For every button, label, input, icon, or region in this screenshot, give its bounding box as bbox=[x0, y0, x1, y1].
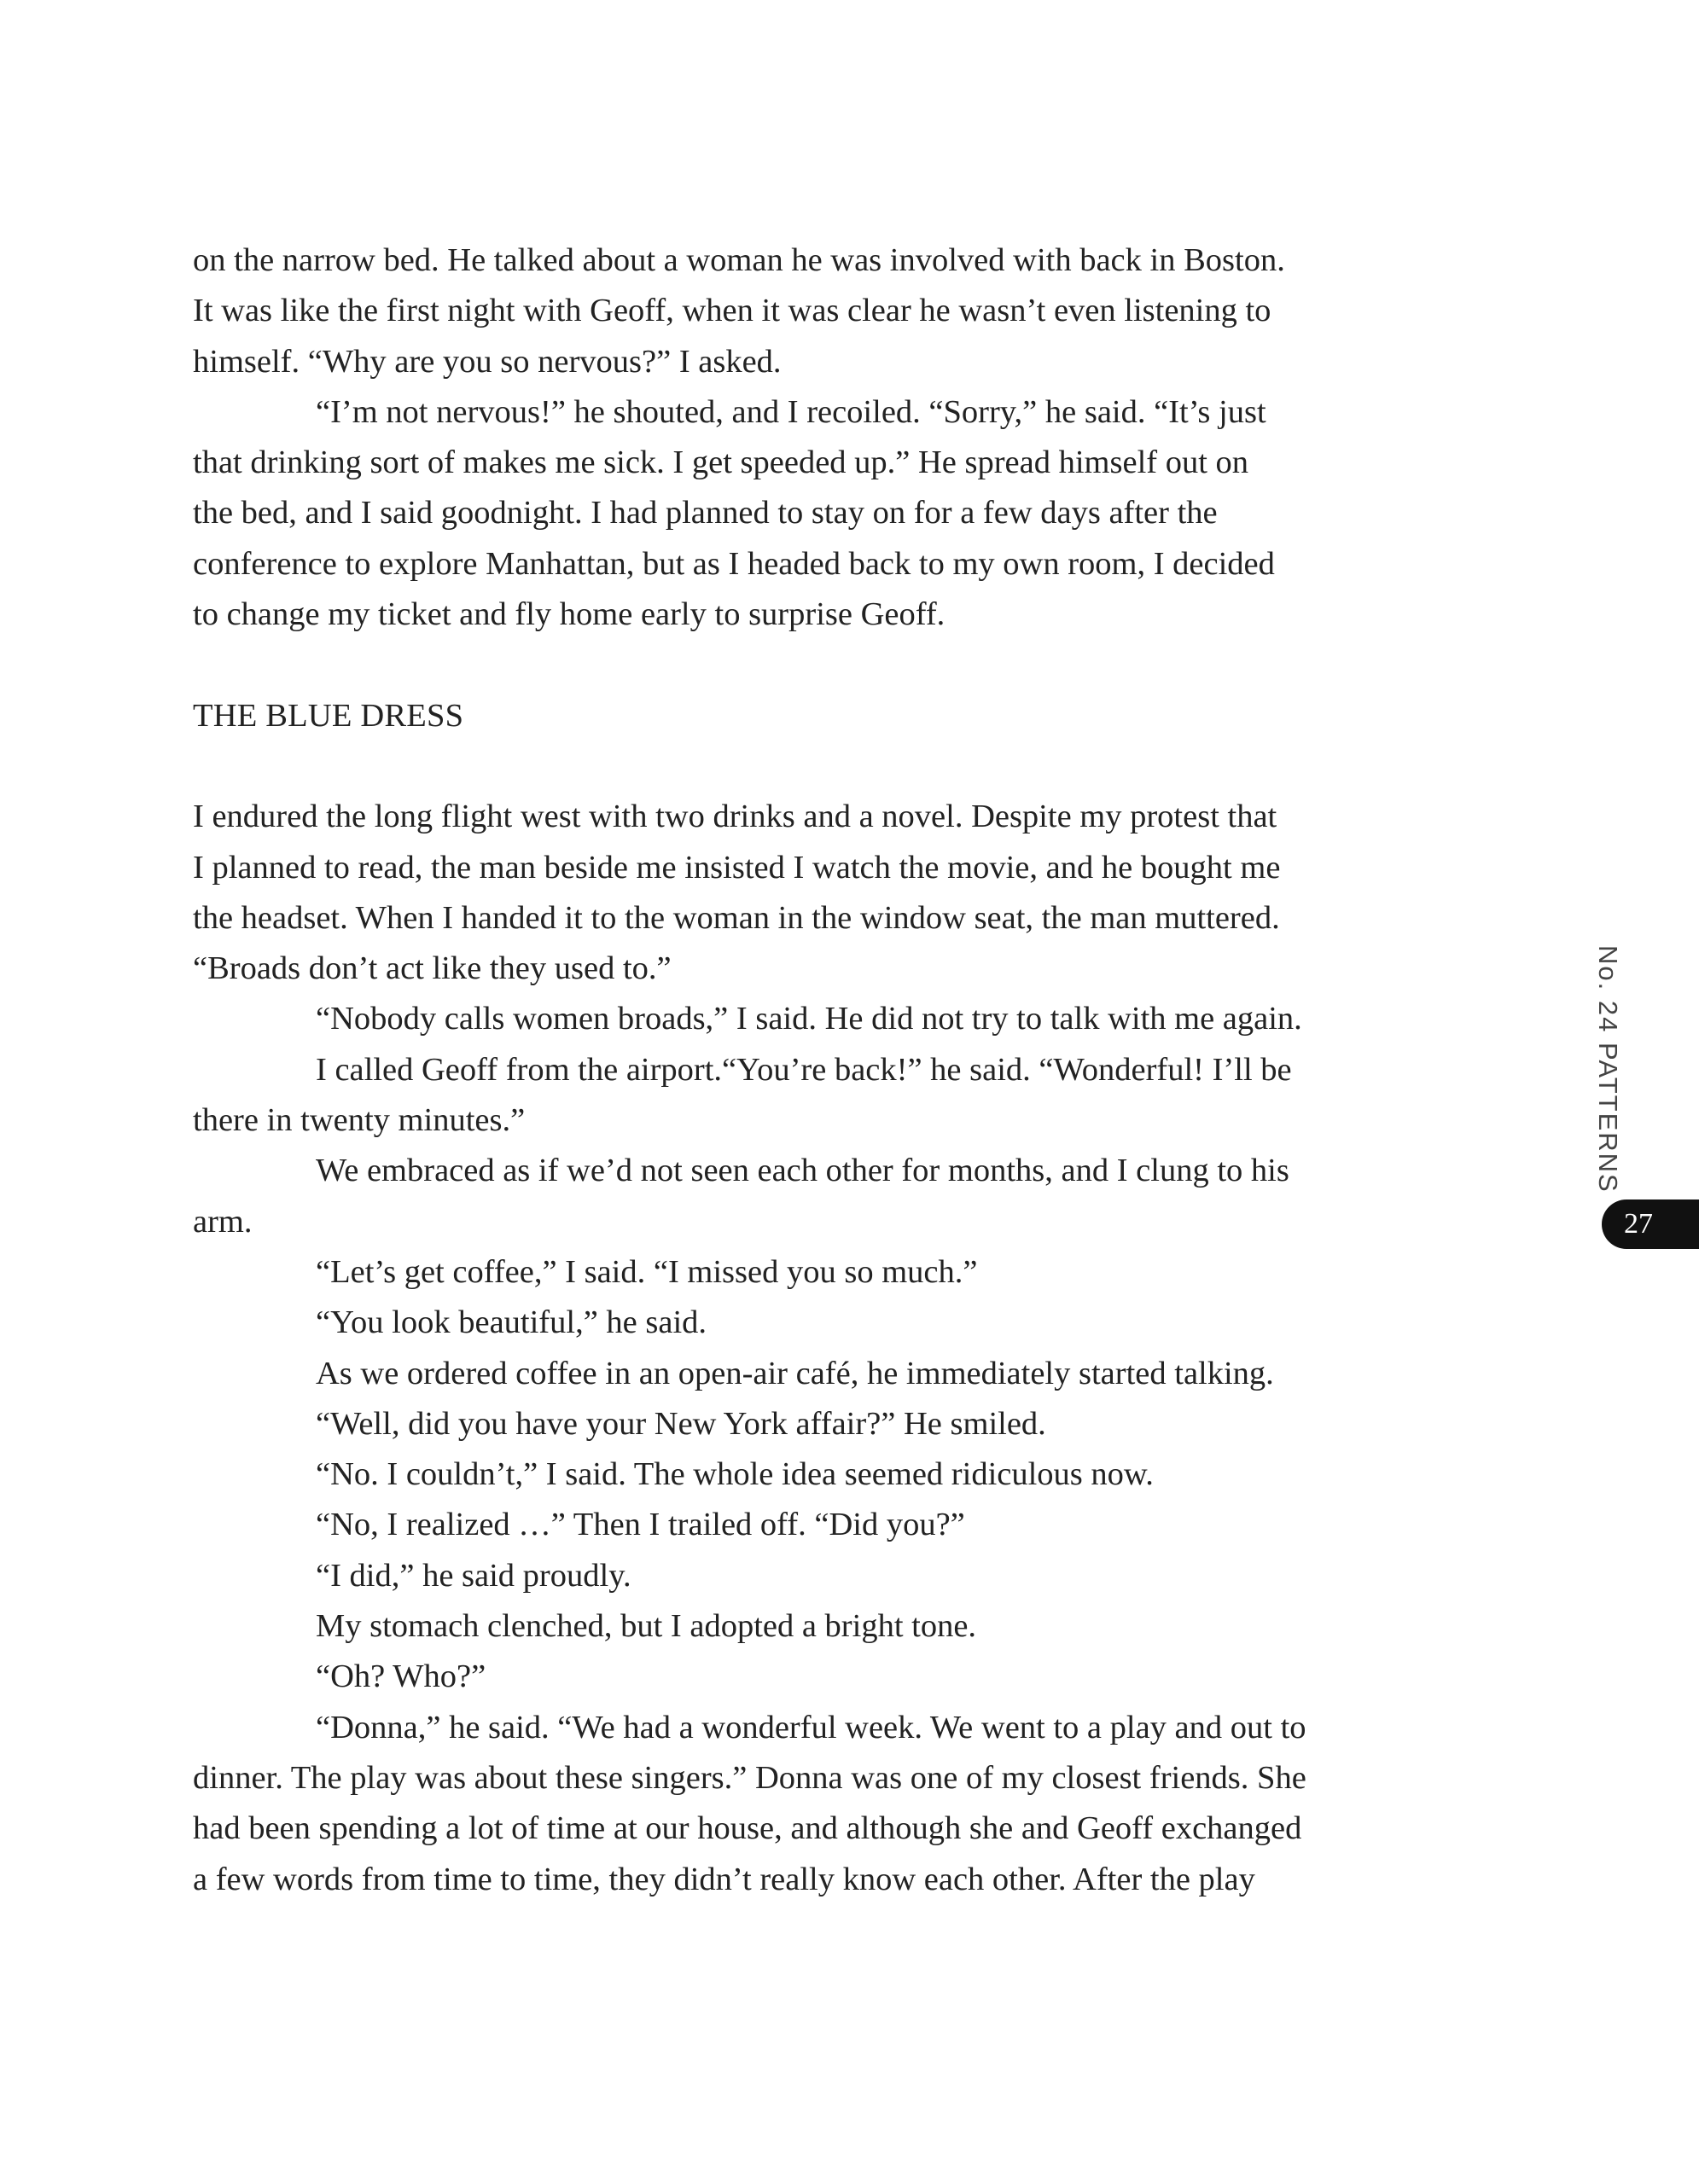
text-line: that drinking sort of makes me sick. I get speeded up.” He spread himself out on bbox=[193, 444, 1249, 481]
text-line: himself. “Why are you so nervous?” I asked. bbox=[193, 343, 782, 380]
text-line: “I did,” he said proudly. bbox=[316, 1557, 631, 1594]
text-line: “No, I realized …” Then I trailed off. “Did you?” bbox=[316, 1507, 965, 1543]
text-line: I endured the long flight west with two drinks and a novel. Despite my protest that bbox=[193, 799, 1277, 835]
text-line: We embraced as if we’d not seen each other for months, and I clung to his bbox=[316, 1153, 1289, 1189]
text-line: “Well, did you have your New York affair?” He smiled. bbox=[316, 1405, 1046, 1442]
text-line: on the narrow bed. He talked about a woman he was involved with back in Boston. bbox=[193, 242, 1285, 278]
text-line: “You look beautiful,” he said. bbox=[316, 1304, 707, 1341]
running-head-text: No. 24 PATTERNS bbox=[1593, 945, 1623, 1194]
paragraph-spacer bbox=[193, 640, 1456, 690]
section-heading: THE BLUE DRESS bbox=[193, 697, 464, 734]
text-line: As we ordered coffee in an open-air café, he immediately started talking. bbox=[316, 1355, 1274, 1391]
text-line: conference to explore Manhattan, but as I headed back to my own room, I decided bbox=[193, 545, 1275, 582]
text-line: the headset. When I handed it to the woman in the window seat, the man muttered. bbox=[193, 899, 1280, 936]
text-line: “Oh? Who?” bbox=[316, 1658, 486, 1695]
text-line: “I’m not nervous!” he shouted, and I recoiled. “Sorry,” he said. “It’s just bbox=[316, 393, 1266, 430]
running-head bbox=[1587, 945, 1638, 1194]
text-line: I planned to read, the man beside me insisted I watch the movie, and he bought me bbox=[193, 849, 1281, 886]
text-line: the bed, and I said goodnight. I had planned to stay on for a few days after the bbox=[193, 495, 1218, 531]
text-line: “Donna,” he said. “We had a wonderful week. We went to a play and out to bbox=[316, 1709, 1306, 1745]
body-text bbox=[193, 235, 1456, 1905]
text-line: “Nobody calls women broads,” I said. He did not try to talk with me again. bbox=[316, 1001, 1302, 1037]
text-line: My stomach clenched, but I adopted a bright tone. bbox=[316, 1608, 977, 1645]
text-line: “No. I couldn’t,” I said. The whole idea seemed ridiculous now. bbox=[316, 1456, 1154, 1493]
text-line: dinner. The play was about these singers.” Donna was one of my closest friends. She bbox=[193, 1759, 1306, 1796]
text-line: to change my ticket and fly home early to surprise Geoff. bbox=[193, 596, 946, 633]
text-line: “Broads don’t act like they used to.” bbox=[193, 950, 672, 987]
text-line: “Let’s get coffee,” I said. “I missed you so much.” bbox=[316, 1253, 978, 1290]
text-line: a few words from time to time, they didn’t really know each other. After the play bbox=[193, 1861, 1255, 1897]
text-line: It was like the first night with Geoff, when it was clear he wasn’t even listening to bbox=[193, 293, 1271, 329]
text-line: arm. bbox=[193, 1203, 253, 1240]
text-line: had been spending a lot of time at our house, and although she and Geoff exchanged bbox=[193, 1810, 1302, 1847]
paragraph-spacer bbox=[193, 741, 1456, 792]
text-line: I called Geoff from the airport.“You’re back!” he said. “Wonderful! I’ll be bbox=[316, 1051, 1292, 1088]
page-number: 27 bbox=[1624, 1208, 1653, 1240]
text-line: there in twenty minutes.” bbox=[193, 1102, 526, 1139]
